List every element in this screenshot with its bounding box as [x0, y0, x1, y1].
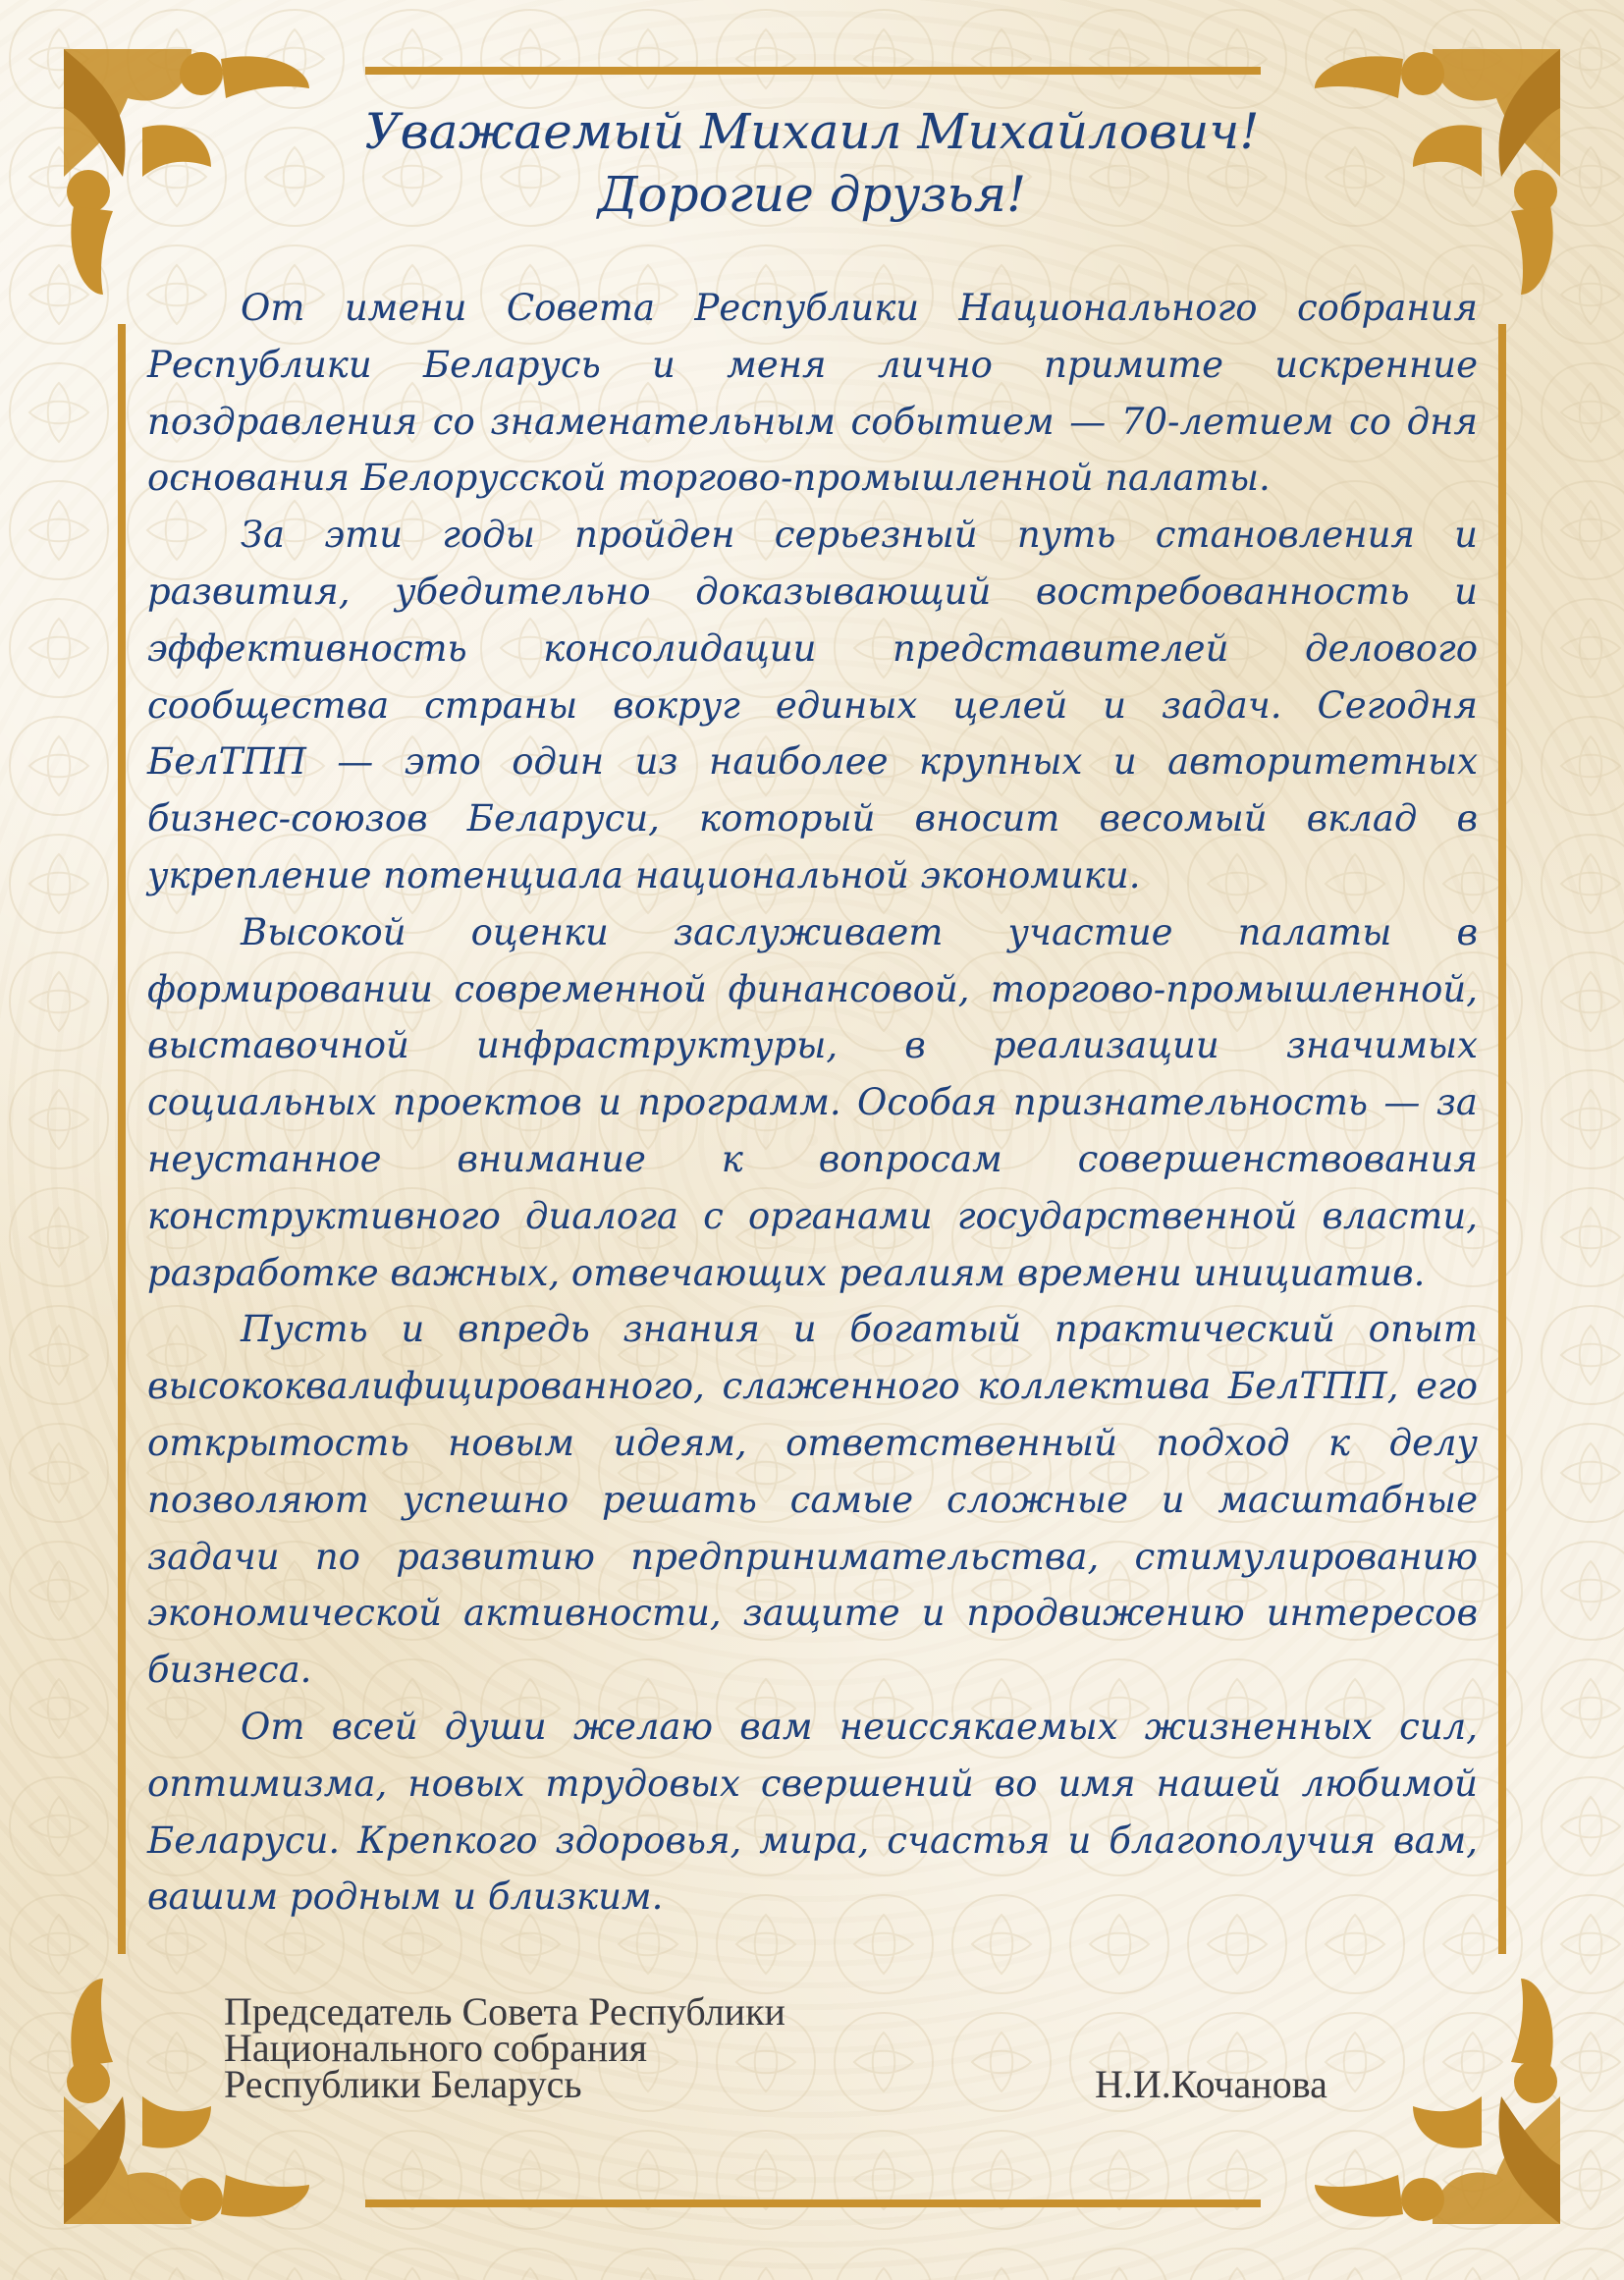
salutation-line-2: Дорогие друзья!: [597, 166, 1027, 223]
signature-title-line-2: Национального собрания: [224, 2026, 648, 2070]
letter-paragraph-4: Пусть и впредь знания и богатый практический опыт высококвалифицированного, слаженного коллектива БелТПП, его открытость новым идеям, ответственный подход к делу позволяют успешно решать самые сложные и масштабные задачи по развитию предпринимательства, стимулированию экономической активности, защите и продвижению интересов бизнеса.: [147, 1308, 1478, 1692]
letter-paragraph-2: За эти годы пройден серьезный путь становления и развития, убедительно доказывающий востребованность и эффективность консолидации представителей делового сообщества страны вокруг единых целей и задач. Сегодня БелТПП — это один из наиболее крупных и авторитетных бизнес-союзов Беларуси, который вносит весомый вклад в укрепление потенциала национальной экономики.: [147, 514, 1478, 896]
letter-body: [147, 280, 1478, 1926]
letter-paragraph-5: От всей души желаю вам неиссякаемых жизненных сил, оптимизма, новых трудовых свершений во имя нашей любимой Беларуси. Крепкого здоровья, мира, счастья и благополучия вам, вашим родным и близким.: [147, 1705, 1478, 1919]
signature-name: Н.И.Кочанова: [1095, 2062, 1327, 2106]
signature-title-line-1: Председатель Совета Республики: [224, 1989, 785, 2034]
salutation-line-1: Уважаемый Михаил Михайлович!: [364, 103, 1260, 160]
signature-title-line-3: Республики Беларусь: [224, 2062, 582, 2106]
frame-top-line: [365, 67, 1261, 75]
letter-paragraph-3: Высокой оценки заслуживает участие палаты в формировании современной финансовой, торгово-промышленной, выставочной инфраструктуры, в реализации значимых социальных проектов и программ. Особая признательность — за неустанное внимание к вопросам совершенствования конструктивного диалога с органами государственной власти, разработке важных, отвечающих реалиям времени инициатив.: [147, 910, 1478, 1294]
corner-ornament-bottom-right-icon: [1295, 1959, 1580, 2244]
frame-right-line: [1498, 324, 1506, 1954]
frame-left-line: [118, 324, 126, 1954]
frame-bottom-line: [365, 2199, 1261, 2207]
letter-paragraph-1: От имени Совета Республики Национального собрания Республики Беларусь и меня лично примите искренние поздравления со знаменательным событием — 70-летием со дня основания Белорусской торгово-промышленной палаты.: [147, 287, 1478, 500]
